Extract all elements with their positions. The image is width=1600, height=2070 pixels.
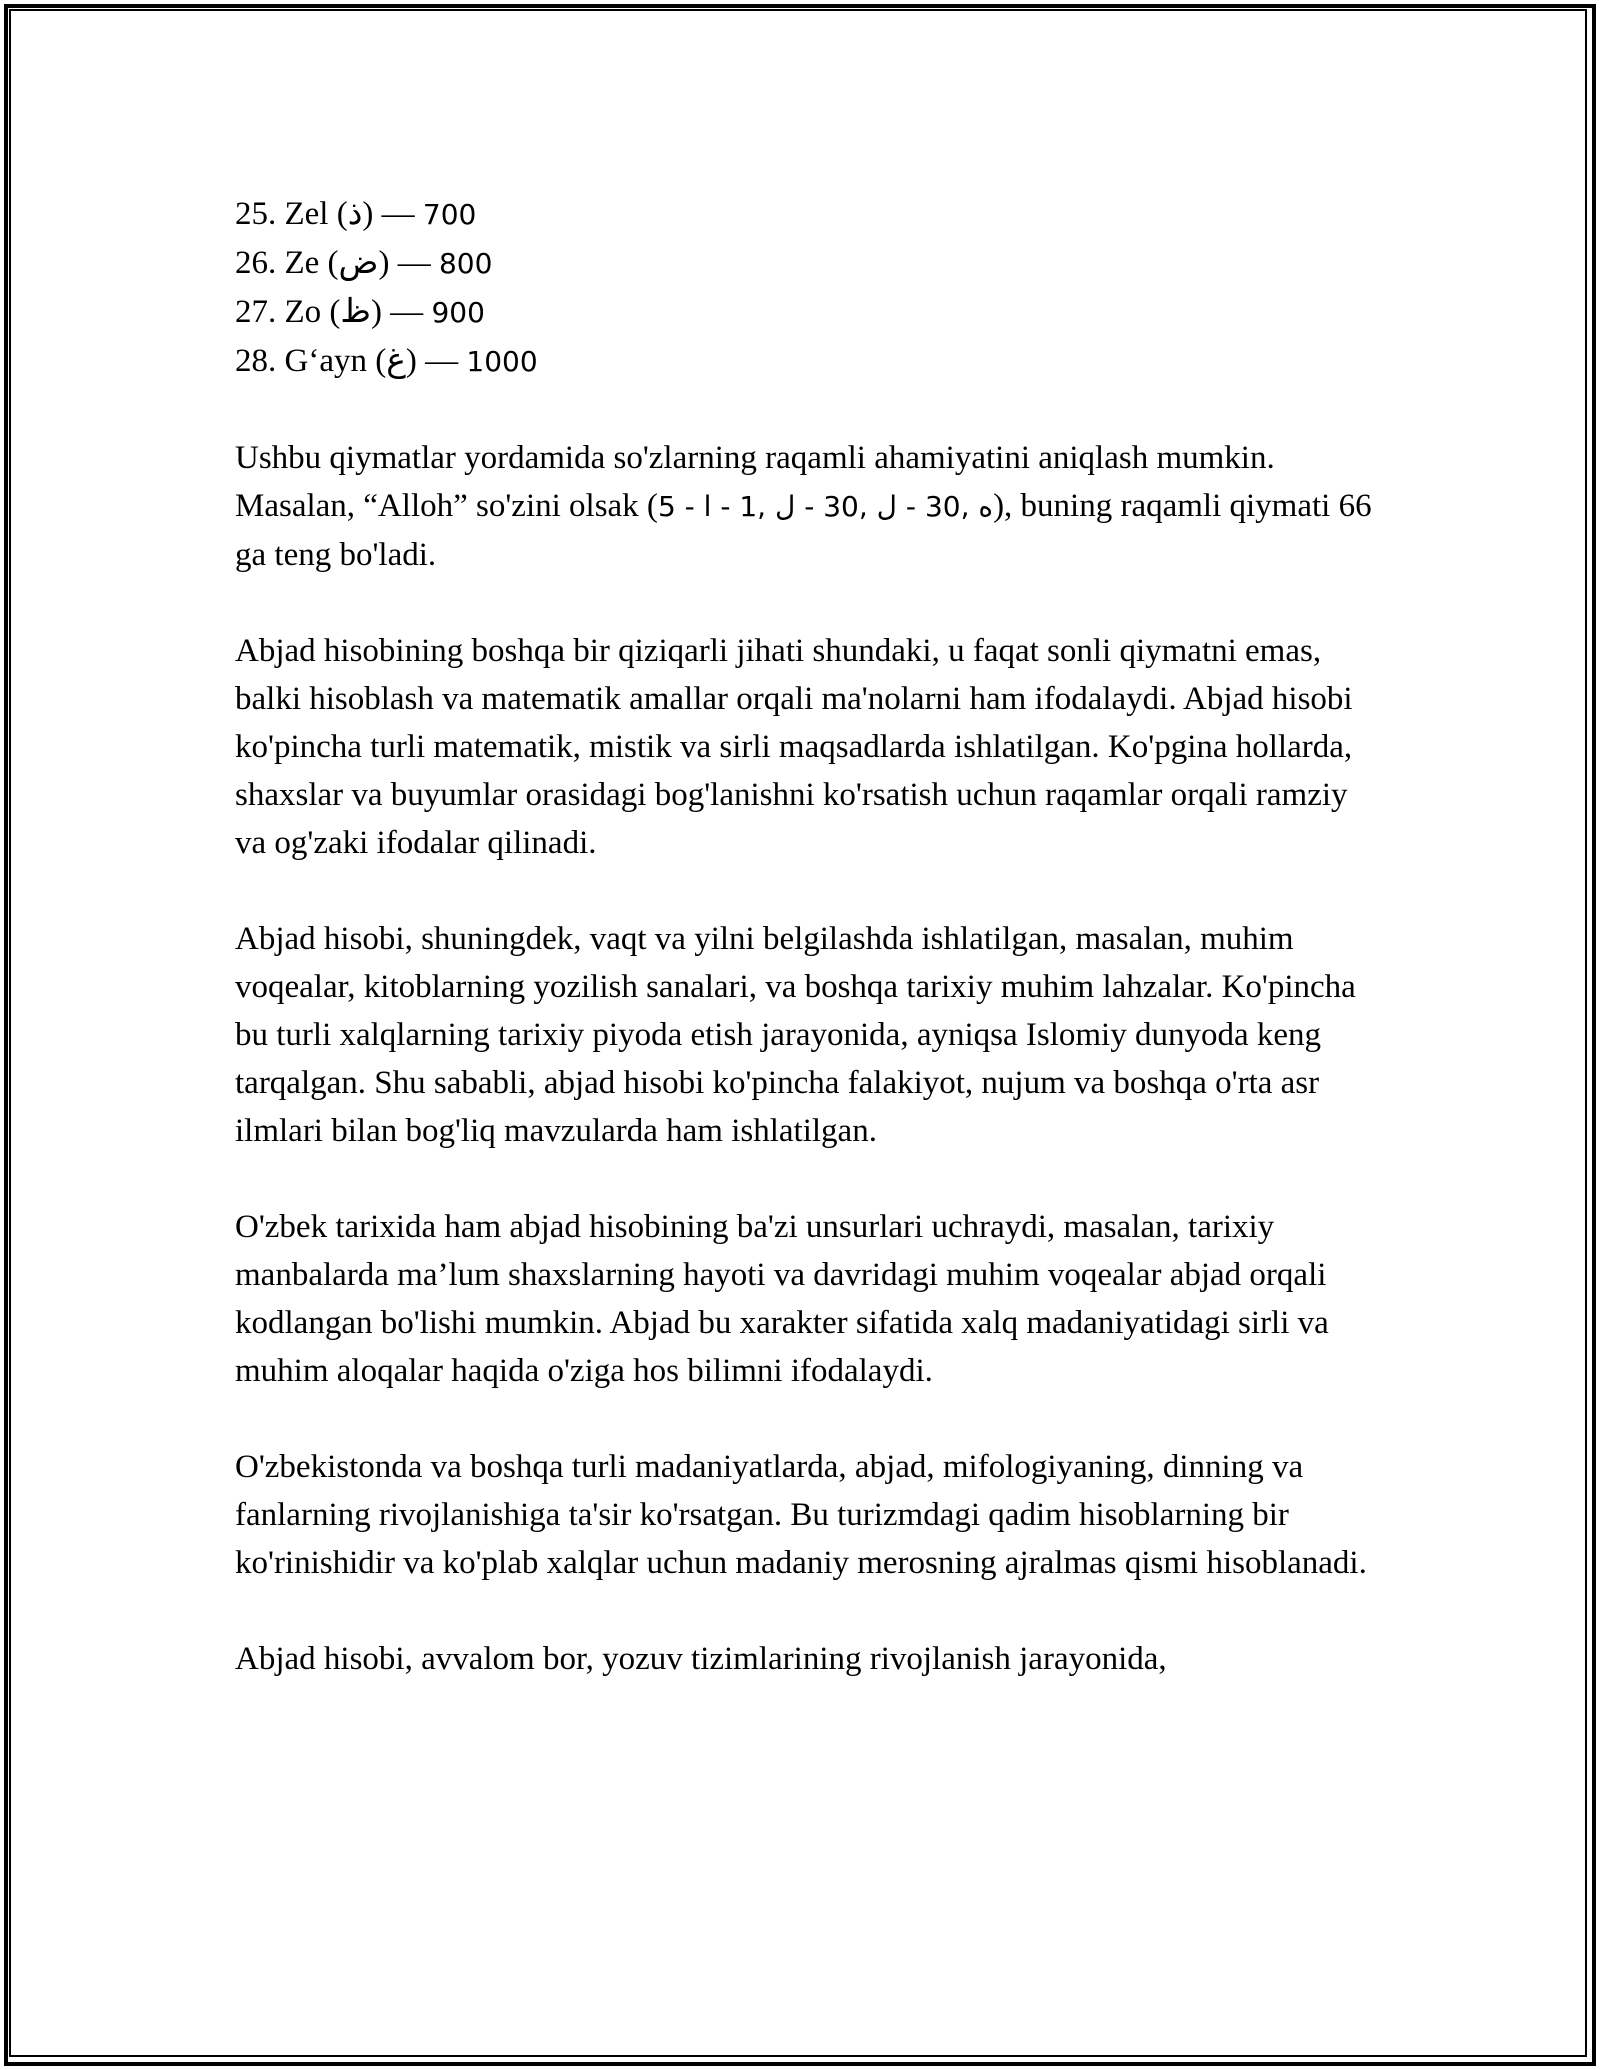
example-paragraph: [235, 434, 1375, 579]
paragraph: Abjad hisobi, avvalom bor, yozuv tizimlarining rivojlanish jarayonida,: [235, 1641, 1167, 1677]
letter-label: 28. G‘ayn (غ) —: [235, 343, 459, 379]
letter-label: 27. Zo (ظ) —: [235, 294, 424, 330]
document-body: [235, 190, 1375, 1683]
letter-label: 25. Zel (ذ) —: [235, 196, 415, 232]
letter-value: 900: [431, 296, 485, 329]
letter-value: 1000: [466, 345, 538, 378]
paragraph: O'zbekistonda va boshqa turli madaniyatlarda, abjad, mifologiyaning, dinning va fanlarning rivojlanishiga ta'sir ko'rsatgan. Bu turizmdagi qadim hisoblarning bir ko'rinishidir va ko'plab xalqlar uchun madaniy merosning ajralmas qismi hisoblanadi.: [235, 1449, 1367, 1581]
letter-item: [235, 190, 1375, 239]
letter-item: [235, 337, 1375, 386]
paragraph: Abjad hisobining boshqa bir qiziqarli jihati shundaki, u faqat sonli qiymatni emas, balki hisoblash va matematik amallar orqali ma'nolarni ham ifodalaydi. Abjad hisobi ko'pincha turli matematik, mistik va sirli maqsadlarda ishlatilgan. Ko'pgina hollarda, shaxslar va buyumlar orasidagi bog'lanishni ko'rsatish uchun raqamlar orqali ramziy va og'zaki ifodalar qilinadi.: [235, 633, 1353, 861]
letter-item: [235, 288, 1375, 337]
abjad-letter-list: [235, 190, 1375, 386]
example-text-after: ), buning raqamli qiymati 66 ga teng bo'ladi.: [235, 488, 1372, 573]
example-text-before: Ushbu qiymatlar yordamida so'zlarning raqamli ahamiyatini aniqlash mumkin. Masalan, “Alloh” so'zini olsak (: [235, 440, 1275, 524]
paragraph: Abjad hisobi, shuningdek, vaqt va yilni belgilashda ishlatilgan, masalan, muhim voqealar, kitoblarning yozilish sanalari, va boshqa tarixiy muhim lahzalar. Ko'pincha bu turli xalqlarning tarixiy piyoda etish jarayonida, ayniqsa Islomiy dunyoda keng tarqalgan. Shu sababli, abjad hisobi ko'pincha falakiyot, nujum va boshqa o'rta asr ilmlari bilan bog'liq mavzularda ham ishlatilgan.: [235, 921, 1356, 1149]
letter-value: 700: [422, 198, 477, 231]
letter-item: [235, 239, 1375, 288]
paragraph: O'zbek tarixida ham abjad hisobining ba'zi unsurlari uchraydi, masalan, tarixiy manbalarda ma’lum shaxslarning hayoti va davridagi muhim voqealar abjad orqali kodlangan bo'lishi mumkin. Abjad bu xarakter sifatida xalq madaniyatidagi sirli va muhim aloqalar haqida o'ziga hos bilimni ifodalaydi.: [235, 1209, 1329, 1389]
letter-value: 800: [438, 247, 493, 280]
letter-label: 26. Ze (ض) —: [235, 245, 431, 281]
example-letter-values: 5 - ه ,30 - ل ,30 - ل ,1 - ا: [657, 490, 994, 523]
